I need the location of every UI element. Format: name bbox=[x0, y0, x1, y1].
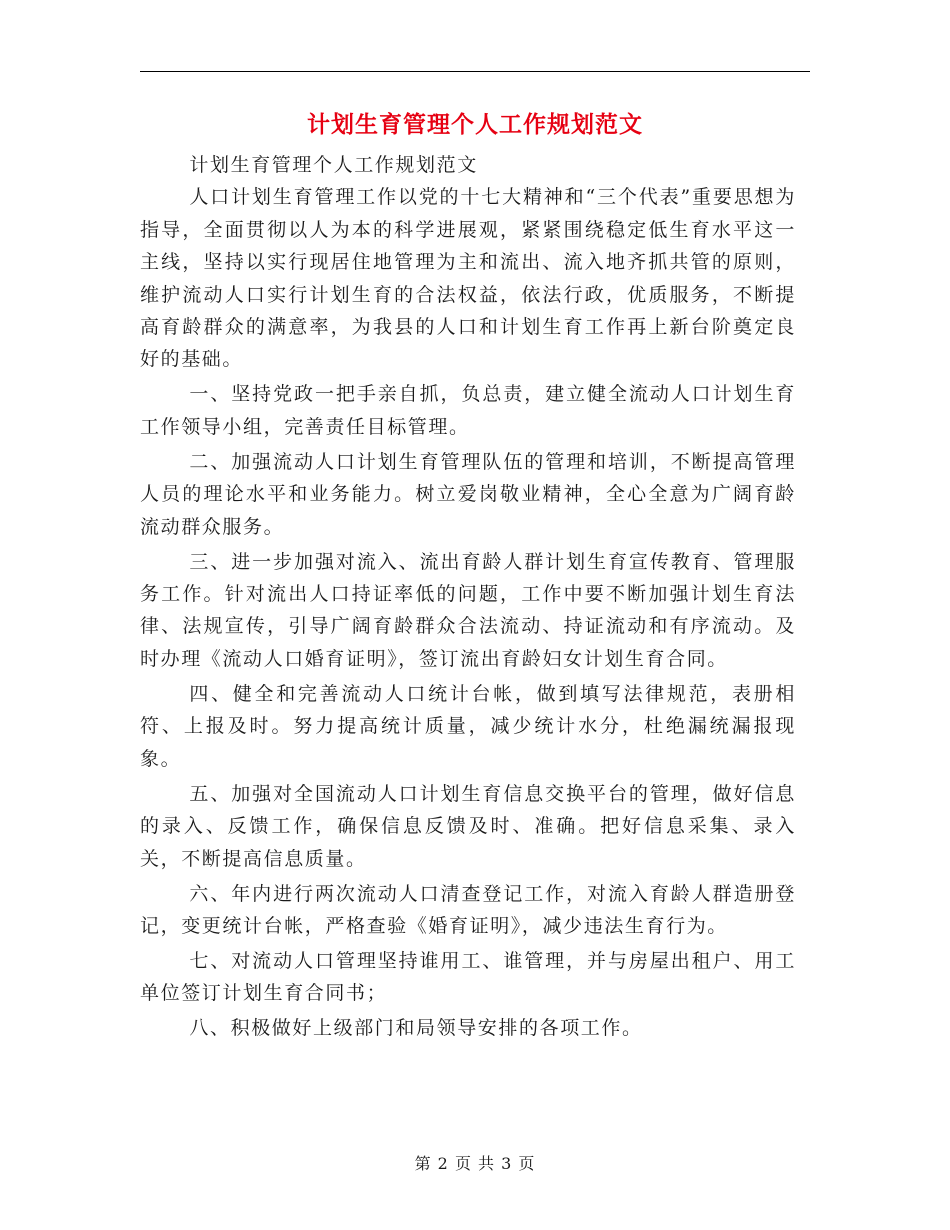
body-paragraph: 计划生育管理个人工作规划范文 bbox=[189, 154, 478, 176]
document-body bbox=[140, 149, 796, 1045]
body-paragraph: 四、健全和完善流动人口统计台帐，做到填写法律规范，表册相符、上报及时。努力提高统计质量，减少统计水分，杜绝漏统漏报现象。 bbox=[140, 682, 796, 770]
body-paragraph: 人口计划生育管理工作以党的十七大精神和“三个代表”重要思想为指导，全面贯彻以人为本的科学进展观，紧紧围绕稳定低生育水平这一主线，坚持以实行现居住地管理为主和流出、流入地齐抓共管的原则，维护流动人口实行计划生育的合法权益，依法行政，优质服务，不断提高育龄群众的满意率，为我县的人口和计划生育工作再上新台阶奠定良好的基础。 bbox=[140, 186, 796, 371]
header-rule bbox=[140, 71, 810, 72]
body-paragraph: 二、加强流动人口计划生育管理队伍的管理和培训，不断提高管理人员的理论水平和业务能力。树立爱岗敬业精神，全心全意为广阔育龄流动群众服务。 bbox=[140, 450, 796, 538]
body-paragraph: 八、积极做好上级部门和局领导安排的各项工作。 bbox=[189, 1017, 643, 1040]
document-title: 计划生育管理个人工作规划范文 bbox=[307, 112, 643, 138]
body-paragraph: 六、年内进行两次流动人口清查登记工作，对流入育龄人群造册登记，变更统计台帐，严格查验《婚育证明》，减少违法生育行为。 bbox=[140, 882, 796, 937]
body-paragraph: 七、对流动人口管理坚持谁用工、谁管理，并与房屋出租户、用工单位签订计划生育合同书； bbox=[140, 949, 796, 1005]
body-paragraph: 三、进一步加强对流入、流出育龄人群计划生育宣传教育、管理服务工作。针对流出人口持证率低的问题，工作中要不断加强计划生育法律、法规宣传，引导广阔育龄群众合法流动、持证流动和有序流动。及时办理《流动人口婚育证明》，签订流出育龄妇女计划生育合同。 bbox=[140, 550, 796, 670]
body-paragraph: 五、加强对全国流动人口计划生育信息交换平台的管理，做好信息的录入、反馈工作，确保信息反馈及时、准确。把好信息采集、录入关，不断提高信息质量。 bbox=[140, 782, 796, 870]
body-paragraph: 一、坚持党政一把手亲自抓，负总责，建立健全流动人口计划生育工作领导小组，完善责任目标管理。 bbox=[140, 383, 796, 438]
page-number: 第 2 页 共 3 页 bbox=[414, 1154, 536, 1173]
